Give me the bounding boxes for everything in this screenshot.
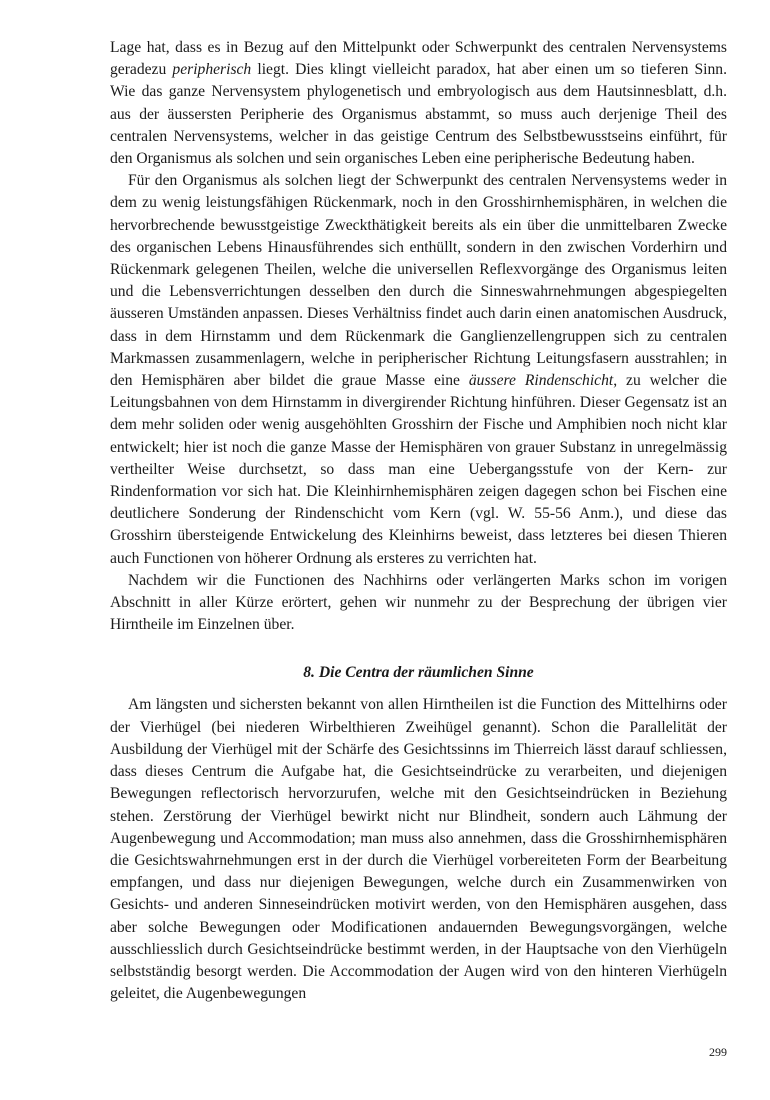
paragraph-1 — [110, 37, 727, 170]
paragraph-1-text-a: Lage hat, dass es in Bezug auf den Mittelpunkt oder Schwerpunkt des centralen Nervensystems geradezu — [110, 39, 727, 79]
paragraph-1-text-b: liegt. Dies klingt vielleicht paradox, hat aber einen um so tieferen Sinn. Wie das ganze Nervensystem phylogenetisch und embryologisch aus dem Hautsinnesblatt, d.h. aus der äussersten Peripherie des Organismus abstammt, so muss auch derjenige Theil des centralen Nervensystems, welcher in das geistige Centrum des Selbstbewusstseins einführt, für den Organismus als solchen und sein organisches Leben eine peripherische Bedeutung haben. — [110, 61, 728, 168]
paragraph-2-emphasis: äussere Rindenschicht — [468, 372, 614, 390]
paragraph-4: Am längsten und sichersten bekannt von allen Hirntheilen ist die Function des Mittelhirns oder der Vierhügel (bei niederen Wirbelthieren Zweihügel genannt). Schon die Parallelität der Ausbildung der Vierhügel mit der Schärfe des Gesichtssinns im Thierreich lässt darauf schliessen, dass dieses Centrum die Aufgabe hat, die Gesichtseindrücke zu verarbeiten, und diejenigen Bewegungen reflectorisch hervorzurufen, welche mit den Gesichtseindrücken in Beziehung stehen. Zerstörung der Vierhügel bewirkt nicht nur Blindheit, sondern auch Lähmung der Augenbewegung und Accommodation; man muss also annehmen, dass die Grosshirnhemisphären die Gesichtswahrnehmungen erst in der durch die Vierhügel vorbereiteten Form der Bearbeitung empfangen, und dass nur diejenigen Bewegungen, welche durch ein Zusammenwirken von Gesichts- und anderen Sinneseindrücken motivirt werden, von den Hemisphären ausgehen, dass aber solche Bewegungen oder Modificationen andauernden Bewegungsvorgängen, welche ausschliesslich durch Gesichtseindrücke bestimmt werden, in der Hauptsache von den Vierhügeln selbstständig besorgt werden. Die Accommodation der Augen wird von den hinteren Vierhügeln geleitet, die Augenbewegungen — [110, 696, 727, 1003]
paragraph-2 — [110, 170, 727, 570]
paragraph-2-text-b: , zu welcher die Leitungsbahnen von dem Hirnstamm in divergirender Richtung hinführen. Dieser Gegensatz ist an dem mehr soliden oder wenig ausgehöhlten Grosshirn der Fische und Amphibien noch nicht klar entwickelt; hier ist noch die ganze Masse der Hemisphären von grauer Substanz in unregelmässig vertheilter Weise durchsetzt, so dass man eine Uebergangsstufe von der Kern- zur Rindenformation vor sich hat. Die Kleinhirnhemisphären zeigen dagegen schon bei Fischen eine deutlichere Sonderung der Rindenschicht vom Kern (vgl. W. 55-56 Anm.), und diese das Grosshirn übersteigende Entwickelung des Kleinhirns beweist, dass letzteres bei diesen Thieren auch Functionen von höherer Ordnung als ersteres zu verrichten hat. — [110, 372, 727, 567]
paragraph-2-text-a: Für den Organismus als solchen liegt der Schwerpunkt des centralen Nervensystems weder in dem zu wenig leistungsfähigen Rückenmark, noch in den Grosshirnhemisphären, in welchen die hervorbrechende bewusstgeistige Zweckthätigkeit bereits als ein über die unmittelbaren Zwecke des organischen Lebens Hinausführendes sich enthüllt, sondern in den zwischen Vorderhirn und Rückenmark gelegenen Theilen, welche die universellen Reflexvorgänge des Organismus leiten und die Lebensverrichtungen desselben den durch die Sinneswahrnehmungen abgespiegelten äusseren Umständen anpassen. Dieses Verhältniss findet auch darin einen anatomischen Ausdruck, dass in dem Hirnstamm und dem Rückenmark die Ganglienzellengruppen sich zu centralen Markmassen zusammenlagern, welche in peripherischer Richtung Leitungsfasern ausstrahlen; in den Hemisphären aber bildet die graue Masse eine — [110, 172, 727, 390]
section-heading: 8. Die Centra der räumlichen Sinne — [303, 664, 534, 682]
paragraph-3: Nachdem wir die Functionen des Nachhirns oder verlängerten Marks schon im vorigen Abschnitt in aller Kürze erörtert, gehen wir nunmehr zu der Besprechung der übrigen vier Hirntheile im Einzelnen über. — [110, 571, 727, 634]
paragraph-1-emphasis: peripherisch — [172, 61, 252, 79]
page-number: 299 — [709, 1045, 727, 1059]
page-body — [110, 37, 727, 1005]
